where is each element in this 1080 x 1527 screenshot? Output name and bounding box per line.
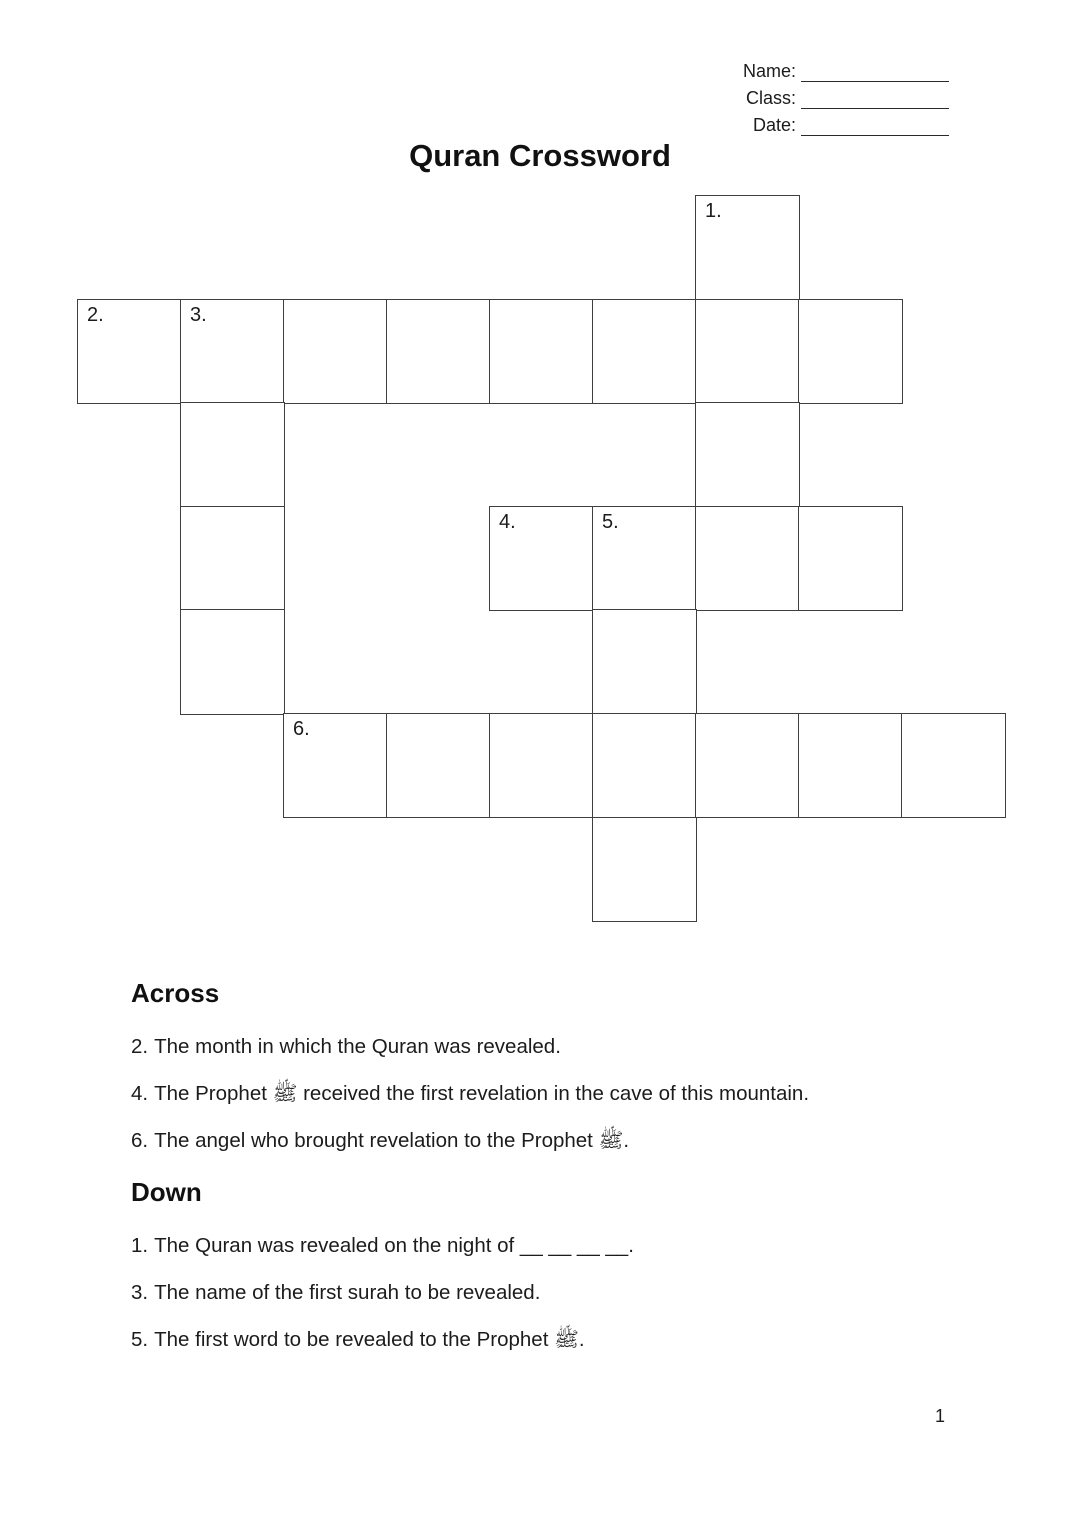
clue-down-1 [131,1234,961,1258]
crossword-cell[interactable] [695,402,800,507]
crossword-cell[interactable] [592,299,697,404]
crossword-cell[interactable] [180,402,285,507]
name-field-label: Name: [742,61,796,81]
page-number: 1 [934,1406,945,1426]
crossword-cell[interactable] [386,299,491,404]
crossword-cell[interactable] [592,506,697,611]
crossword-cell[interactable] [283,713,388,818]
clue-number: 4. [131,1082,149,1105]
clue-number: 3. [131,1281,149,1304]
crossword-cell[interactable] [180,299,285,404]
date-field-label: Date: [752,115,796,135]
clues-section [131,978,961,1375]
clue-text: The name of the first surah to be revealed. [154,1281,541,1304]
clue-number: 6. [131,1129,149,1152]
crossword-cell[interactable] [798,506,903,611]
crossword-cell[interactable] [592,609,697,714]
crossword-cell[interactable] [695,299,800,404]
clue-across-4 [131,1082,961,1106]
clue-number: 1. [131,1234,149,1257]
crossword-cell[interactable] [798,299,903,404]
crossword-cell[interactable] [695,506,800,611]
crossword-cell[interactable] [798,713,903,818]
clue-text: The angel who brought revelation to the Prophet ﷺ. [154,1129,630,1152]
clue-number: 5. [131,1328,149,1351]
crossword-cell[interactable] [180,506,285,611]
clue-text: The month in which the Quran was revealed. [154,1035,561,1058]
crossword-cell[interactable] [489,506,594,611]
clue-across-2 [131,1035,961,1059]
clue-text: The Quran was revealed on the night of __ __ __ __. [154,1234,634,1257]
crossword-cell[interactable] [489,713,594,818]
clue-text: The first word to be revealed to the Prophet ﷺ. [154,1328,585,1351]
clue-across-6 [131,1129,961,1153]
crossword-cell[interactable] [592,817,697,922]
crossword-cell-number: 5. [602,510,619,533]
crossword-cell-number: 1. [705,200,722,222]
crossword-cell[interactable] [386,713,491,818]
clue-text: The Prophet ﷺ received the first revelation in the cave of this mountain. [154,1082,810,1105]
crossword-cell[interactable] [901,713,1006,818]
down-heading: Down [131,1177,202,1207]
crossword-cell[interactable] [283,299,388,404]
crossword-cell[interactable] [695,713,800,818]
crossword-cell[interactable] [489,299,594,404]
crossword-cell-number: 3. [190,303,207,326]
clue-number: 2. [131,1035,149,1058]
crossword-cell-number: 2. [87,303,104,326]
crossword-cell-number: 6. [293,718,310,740]
clue-down-3 [131,1281,961,1305]
crossword-cell-number: 4. [499,510,516,533]
across-heading: Across [131,978,220,1008]
crossword-cell[interactable] [592,713,697,818]
crossword-cell[interactable] [180,609,285,714]
clue-down-5 [131,1328,961,1352]
class-field-label: Class: [745,88,796,108]
page-title: Quran Crossword [409,138,671,173]
crossword-cell[interactable] [77,299,182,404]
crossword-cell[interactable] [695,195,800,300]
